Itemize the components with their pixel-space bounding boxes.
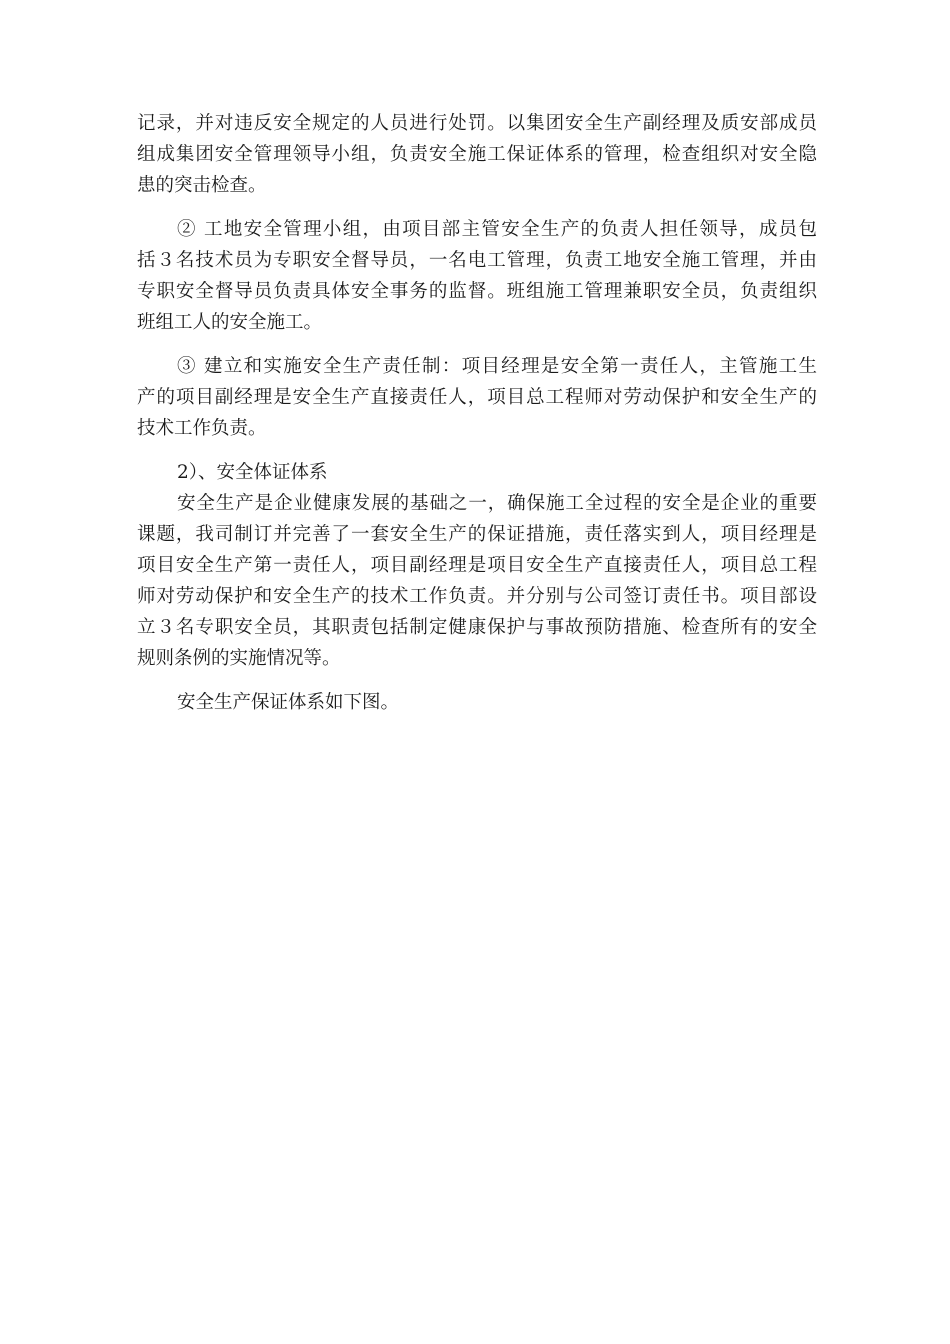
text-line: 安全生产是企业健康发展的基础之一，确保施工全过程的安全是企业的重要: [177, 493, 817, 514]
text-line: 立３名专职安全员，其职责包括制定健康保护与事故预防措施、检查所有的安全: [137, 617, 817, 638]
text-line: 记录，并对违反安全规定的人员进行处罚。以集团安全生产副经理及质安部成员: [137, 113, 817, 134]
text-line: ② 工地安全管理小组，由项目部主管安全生产的负责人担任领导，成员包: [177, 219, 817, 240]
text-line: 括３名技术员为专职安全督导员，一名电工管理，负责工地安全施工管理，并由: [137, 250, 817, 271]
text-line: 产的项目副经理是安全生产直接责任人，项目总工程师对劳动保护和安全生产的: [137, 387, 817, 408]
text-line: 班组工人的安全施工。: [137, 312, 323, 333]
text-line: 规则条例的实施情况等。: [137, 648, 341, 669]
text-line: 课题，我司制订并完善了一套安全生产的保证措施，责任落实到人，项目经理是: [137, 524, 817, 545]
text-line: 专职安全督导员负责具体安全事务的监督。班组施工管理兼职安全员，负责组织: [137, 281, 817, 302]
section-heading: 2）、安全体证体系: [177, 462, 328, 483]
text-line: 技术工作负责。: [137, 418, 267, 439]
paragraph-2: [137, 214, 817, 338]
paragraph-3: [137, 351, 817, 444]
document-body: [137, 108, 817, 731]
paragraph-5: [137, 687, 817, 718]
text-line: ③ 建立和实施安全生产责任制：项目经理是安全第一责任人，主管施工生: [177, 356, 817, 377]
text-line: 安全生产保证体系如下图。: [177, 692, 400, 713]
text-line: 患的突击检查。: [137, 175, 267, 196]
text-line: 师对劳动保护和安全生产的技术工作负责。并分别与公司签订责任书。项目部设: [137, 586, 817, 607]
text-line: 项目安全生产第一责任人，项目副经理是项目安全生产直接责任人，项目总工程: [137, 555, 817, 576]
paragraph-4: [137, 457, 817, 674]
text-line: 组成集团安全管理领导小组，负责安全施工保证体系的管理，检查组织对安全隐: [137, 144, 817, 165]
paragraph-1: [137, 108, 817, 201]
